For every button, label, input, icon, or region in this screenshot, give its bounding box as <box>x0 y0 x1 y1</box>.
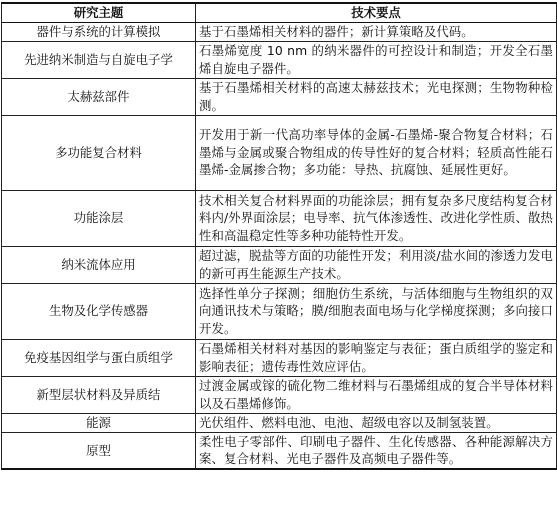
table-row <box>2 190 557 246</box>
points-cell: 柔性电子零部件、印刷电子器件、生化传感器、各种能源解决方案、复合材料、光电子器件及高频电子器件等。 <box>196 432 557 469</box>
topic-cell: 功能涂层 <box>2 190 196 246</box>
topic-cell: 纳米流体应用 <box>2 246 196 283</box>
points-cell: 开发用于新一代高功率导体的金属-石墨烯-聚合物复合材料；石墨烯与金属或聚合物组成的传导性好的复合材料；轻质高性能石墨烯-金属掺合物；多功能：导热、抗腐蚀、延展性更好。 <box>196 115 557 190</box>
topic-cell: 新型层状材料及异质结 <box>2 376 196 413</box>
points-cell: 基于石墨烯相关材料的器件；新计算策略及代码。 <box>196 22 557 41</box>
topic-cell: 原型 <box>2 432 196 469</box>
topic-cell: 生物及化学传感器 <box>2 283 196 339</box>
points-cell: 基于石墨烯相关材料的高速太赫兹技术；光电探测；生物物种检测。 <box>196 78 557 115</box>
table-row <box>2 78 557 115</box>
points-cell: 石墨烯宽度 10 nm 的纳米器件的可控设计和制造；开发全石墨烯自旋电子器件。 <box>196 41 557 78</box>
topic-cell: 先进纳米制造与自旋电子学 <box>2 41 196 78</box>
table-row <box>2 413 557 432</box>
research-topics-table <box>1 2 557 470</box>
table-body <box>2 22 557 469</box>
table-row <box>2 283 557 339</box>
table-row <box>2 41 557 78</box>
header-topic: 研究主题 <box>2 3 196 22</box>
header-row <box>2 3 557 22</box>
topic-cell: 能源 <box>2 413 196 432</box>
points-cell: 过渡金属或镓的硫化物二维材料与石墨烯组成的复合半导体材料以及石墨烯修饰。 <box>196 376 557 413</box>
table-row <box>2 376 557 413</box>
topic-cell: 太赫兹部件 <box>2 78 196 115</box>
points-cell: 光伏组件、燃料电池、电池、超级电容以及制氢装置。 <box>196 413 557 432</box>
table-row <box>2 432 557 469</box>
table-container <box>1 2 556 470</box>
points-cell: 选择性单分子探测；细胞仿生系统，与活体细胞与生物组织的双向通讯技术与策略；膜/细胞表面电场与化学梯度探测；多向接口开发。 <box>196 283 557 339</box>
topic-cell: 多功能复合材料 <box>2 115 196 190</box>
table-row <box>2 22 557 41</box>
table-row <box>2 246 557 283</box>
table-row <box>2 339 557 376</box>
topic-cell: 器件与系统的计算模拟 <box>2 22 196 41</box>
points-cell: 超过滤，脱盐等方面的功能性开发；利用淡/盐水间的渗透力发电的新可再生能源生产技术。 <box>196 246 557 283</box>
header-points: 技术要点 <box>196 3 557 22</box>
topic-cell: 免疫基因组学与蛋白质组学 <box>2 339 196 376</box>
points-cell: 技术相关复合材料界面的功能涂层；拥有复杂多尺度结构复合材料内/外界面涂层；电导率、抗气体渗透性、改进化学性质、散热性和高温稳定性等多种功能特性开发。 <box>196 190 557 246</box>
points-cell: 石墨烯相关材料对基因的影响鉴定与表征；蛋白质组学的鉴定和影响表征；遗传毒性效应评估。 <box>196 339 557 376</box>
table-row <box>2 115 557 190</box>
table-header <box>2 3 557 22</box>
